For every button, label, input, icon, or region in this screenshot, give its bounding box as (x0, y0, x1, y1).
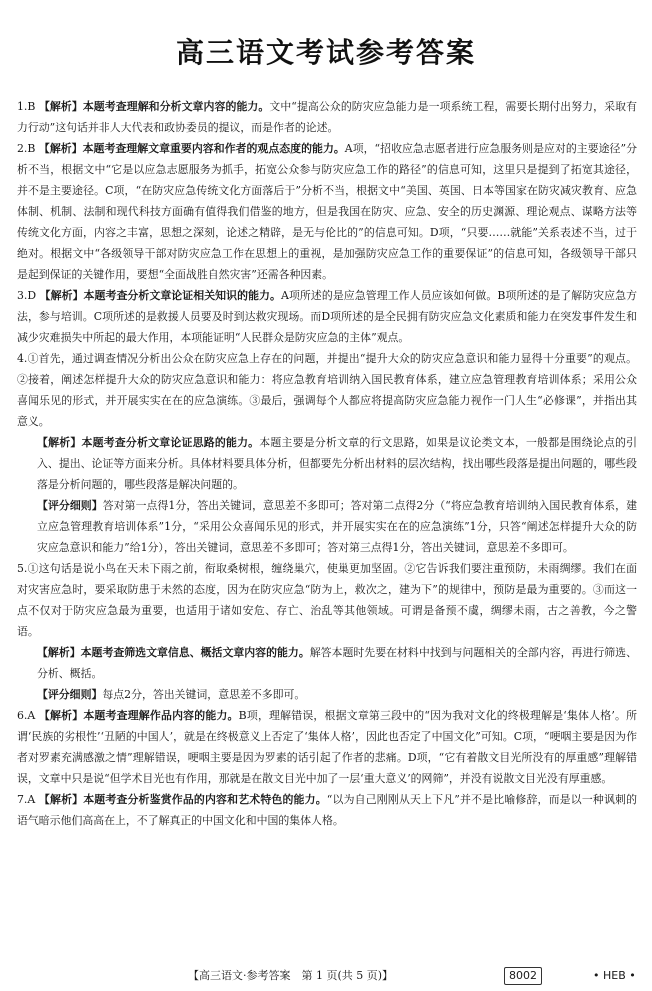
question-number: 5. (17, 562, 28, 575)
answer-item-1 (17, 96, 637, 138)
scoring-tag: 【评分细则】 (37, 499, 103, 512)
analysis-tag: 【解析】本题考查分析文章论证相关知识的能力。 (39, 289, 281, 302)
answer-item-7 (17, 789, 637, 831)
footer-page-info: 【高三语文·参考答案 第 1 页(共 5 页)】 (188, 969, 394, 982)
analysis-tag: 【解析】本题考查分析鉴赏作品的内容和艺术特色的能力。 (38, 793, 327, 806)
analysis-tag: 【解析】本题考查理解作品内容的能力。 (38, 709, 239, 722)
analysis-tag: 【解析】本题考查分析文章论证思路的能力。 (37, 436, 260, 449)
question-number: 7.A (17, 793, 36, 806)
analysis-text: 解答本题时先要在材料中找到与问题相关的全部内容，再进行筛选、分析、概括。 (37, 646, 637, 680)
answer-item-4 (17, 348, 637, 432)
question-number: 2.B (17, 142, 36, 155)
answer-text: “以为自己刚刚从天上下凡”并不是比喻修辞，而是以一种讽刺的语气暗示他们高高在上，不了解真正的中国文化和中国的集体人格。 (17, 793, 637, 827)
analysis-text: 本题主要是分析文章的行文思路，如果是议论类文本，一般都是围绕论点的引入、提出、论证等方面来分析。具体材料要具体分析，但都要先分析出材料的层次结构，找出哪些段落是提出问题的，哪些段落是分析问题的，哪些段落是解决问题的。 (37, 436, 637, 491)
question-number: 1.B (17, 100, 36, 113)
answer-text: A项，“招收应急志愿者进行应急服务则是应对的主要途径”分析不当，根据文中“它是以应急志愿服务为抓手，拓宽公众参与防灾应急工作的路径”的信息可知，这里只是提到了拓宽其途径，并不是主要途径。C项，“在防灾应急传统文化方面落后于”分析不当，根据文中“美国、英国、日本等国家在防灾减灾教育、应急体制、机制、法制和现代科技方面确有值得我们借鉴的地方，但是我国在防灾、应急、安全的历史渊源、理论观点、谋略方法等传统文化方面，内容之丰富，思想之深刻，论述之精辟，是无与伦比的”的信息可知。D项，“只要……就能”关系表述不当，过于绝对。根据文中“各级领导干部对防灾应急工作在思想上的重视，是加强防灾应急工作的重要保证”的信息可知，各级领导干部只是起到保证的关键作用，要想“全面战胜自然灾害”还需各种因素。 (17, 142, 637, 281)
answer-item-3 (17, 285, 637, 348)
analysis-paragraph (37, 432, 637, 495)
answer-text: ①首先，通过调查情况分析出公众在防灾应急上存在的问题，并提出“提升大众的防灾应急意识和能力显得十分重要”的观点。②接着，阐述怎样提升大众的防灾应急意识和能力：将应急教育培训纳入国民教育体系，建立应急管理教育培训体系；采用公众喜闻乐见的形式，并开展实实在在的应急演练。③最后，强调每个人都应将提高防灾应急能力视作一门人生“必修课”，并指出其意义。 (17, 352, 637, 428)
scoring-paragraph (37, 684, 637, 705)
answers-body (17, 96, 637, 831)
answer-item-5 (17, 558, 637, 642)
scoring-tag: 【评分细则】 (37, 688, 103, 701)
scoring-text: 答对第一点得1分，答出关键词，意思差不多即可；答对第二点得2分（“将应急教育培训纳入国民教育体系，建立应急管理教育培训体系”1分，“采用公众喜闻乐见的形式，并开展实实在在的应急演练”1分，只答“阐述怎样提升大众的防灾应急意识和能力”给1分），答出关键词，意思差不多即可；答对第三点得1分，答出关键词，意思差不多即可。 (37, 499, 637, 554)
answer-text: 文中“提高公众的防灾应急能力是一项系统工程，需要长期付出努力，采取有力行动”这句话并非人大代表和政协委员的提议，而是作者的论述。 (17, 100, 637, 134)
question-number: 4. (17, 352, 28, 365)
analysis-tag: 【解析】本题考查理解文章重要内容和作者的观点态度的能力。 (38, 142, 345, 155)
page-title: 高三语文考试参考答案 (175, 36, 476, 69)
footer-brand: • HEB • (593, 969, 636, 982)
answer-item-6 (17, 705, 637, 789)
answer-text: B项，理解错误，根据文章第三段中的“因为我对文化的终极理解是‘集体人格’。所谓‘民族的劣根性’‘丑陋的中国人’，就是在终极意义上否定了‘集体人格’，因此也否定了中国文化”可知。C项，“哽咽主要是因为作者对罗素充满感激之情”理解错误，哽咽主要是因为罗素的话引起了作者的悲痛。D项，“它有着散文目光所没有的厚重感”理解错误，文章中只是说“但学术目光也有作用，那就是在散文目光中加了一层‘重大意义’的网筛”，并没有说散文目光没有厚重感。 (17, 709, 637, 785)
page-footer (0, 965, 652, 987)
scoring-text: 每点2分，答出关键词，意思差不多即可。 (102, 688, 306, 701)
analysis-tag: 【解析】本题考查筛选文章信息、概括文章内容的能力。 (37, 646, 310, 659)
scoring-paragraph (37, 495, 637, 558)
footer-code-box: 8002 (504, 967, 542, 985)
answer-text: A项所述的是应急管理工作人员应该如何做。B项所述的是了解防灾应急方法，参与培训。C项所述的是救援人员要及时到达救灾现场。而D项所述的是全民拥有防灾应急文化素质和能力在突发事件发生和减少灾难损失中所起的最大作用，本项能证明“人民群众是防灾应急的主体”观点。 (17, 289, 637, 344)
answer-text: ①这句话是说小鸟在天未下雨之前，衔取桑树根，缠绕巢穴，使巢更加坚固。②它告诉我们要注重预防，未雨绸缪。我们在面对灾害应急时，要采取防患于未然的态度，因为在防灾应急“防为上，救次之，建为下”的规律中，预防是最为重要的。③而这一点不仅对于防灾应急最为重要，也适用于诸如安危、存亡、治乱等其他领域。可谓是备预不虞，绸缪未雨，古之善教，今之警语。 (17, 562, 637, 638)
question-number: 3.D (17, 289, 37, 302)
answer-item-2 (17, 138, 637, 285)
analysis-paragraph (37, 642, 637, 684)
analysis-tag: 【解析】本题考查理解和分析文章内容的能力。 (38, 100, 270, 113)
question-number: 6.A (17, 709, 36, 722)
